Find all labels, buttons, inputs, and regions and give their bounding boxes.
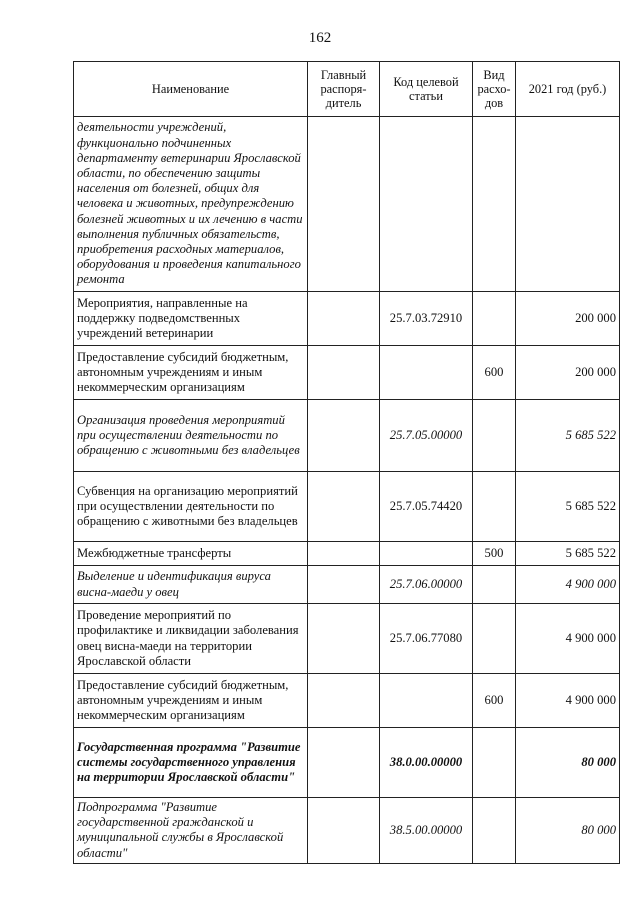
table-header-row [74,62,620,117]
row-code: 38.5.00.00000 [380,798,473,864]
row-admin [308,798,380,864]
table-row [74,566,620,604]
row-amount: 5 685 522 [516,472,620,542]
row-amount: 80 000 [516,798,620,864]
table-row [74,472,620,542]
table-row [74,604,620,674]
table-row [74,117,620,292]
row-amount: 4 900 000 [516,674,620,728]
row-kind [473,798,516,864]
row-kind [473,400,516,472]
budget-table [73,61,620,864]
row-admin [308,542,380,566]
row-admin [308,674,380,728]
table-row [74,292,620,346]
row-kind [473,604,516,674]
row-admin [308,117,380,292]
row-code [380,346,473,400]
row-code [380,674,473,728]
row-admin [308,292,380,346]
row-kind [473,472,516,542]
row-kind [473,566,516,604]
row-kind: 600 [473,674,516,728]
table-row [74,674,620,728]
row-kind: 500 [473,542,516,566]
page-number: 162 [308,30,332,46]
row-name: Мероприятия, направленные на поддержку подведомственных учреждений ветеринарии [74,292,308,346]
row-name: Предоставление субсидий бюджетным, автономным учреждениям и иным некоммерческим организациям [74,674,308,728]
row-admin [308,566,380,604]
row-name: Субвенция на организацию мероприятий при осуществлении деятельности по обращению с животными без владельцев [74,472,308,542]
row-name: Организация проведения мероприятий при осуществлении деятельности по обращению с животными без владельцев [74,400,308,472]
header-admin: Главный распоря-дитель [308,62,380,117]
row-name: Подпрограмма "Развитие государственной гражданской и муниципальной службы в Ярославской области" [74,798,308,864]
table-row [74,346,620,400]
row-code: 38.0.00.00000 [380,728,473,798]
row-admin [308,728,380,798]
table-row [74,542,620,566]
row-kind [473,292,516,346]
row-amount: 5 685 522 [516,400,620,472]
row-name: Межбюджетные трансферты [74,542,308,566]
row-code [380,542,473,566]
row-kind: 600 [473,346,516,400]
row-name: Государственная программа "Развитие системы государственного управления на территории Ярославской области" [74,728,308,798]
row-admin [308,472,380,542]
row-amount: 4 900 000 [516,604,620,674]
header-name: Наименование [74,62,308,117]
row-name: Предоставление субсидий бюджетным, автономным учреждениям и иным некоммерческим организациям [74,346,308,400]
row-amount [516,117,620,292]
header-code: Код целевой статьи [380,62,473,117]
table-row [74,798,620,864]
row-amount: 5 685 522 [516,542,620,566]
row-kind [473,117,516,292]
row-code: 25.7.03.72910 [380,292,473,346]
row-name: Проведение мероприятий по профилактике и ликвидации заболевания овец висна-маеди на территории Ярославской области [74,604,308,674]
row-amount: 4 900 000 [516,566,620,604]
row-code: 25.7.05.00000 [380,400,473,472]
row-code: 25.7.06.00000 [380,566,473,604]
row-admin [308,400,380,472]
row-amount: 200 000 [516,346,620,400]
row-code [380,117,473,292]
table-row [74,728,620,798]
header-kind: Вид расхо-дов [473,62,516,117]
row-kind [473,728,516,798]
row-admin [308,604,380,674]
row-code: 25.7.05.74420 [380,472,473,542]
row-code: 25.7.06.77080 [380,604,473,674]
row-amount: 80 000 [516,728,620,798]
header-amount: 2021 год (руб.) [516,62,620,117]
row-name: Выделение и идентификация вируса висна-маеди у овец [74,566,308,604]
row-name: деятельности учреждений, функционально подчиненных департаменту ветеринарии Ярославской области, по обеспечению защиты населения от болезней, общих для человека и животных, предупреждению болезней животных и их лечению в части выполнения публичных обязательств, приобретения расходных материалов, оборудования и проведения капитального ремонта [74,117,308,292]
table-row [74,400,620,472]
row-amount: 200 000 [516,292,620,346]
row-admin [308,346,380,400]
